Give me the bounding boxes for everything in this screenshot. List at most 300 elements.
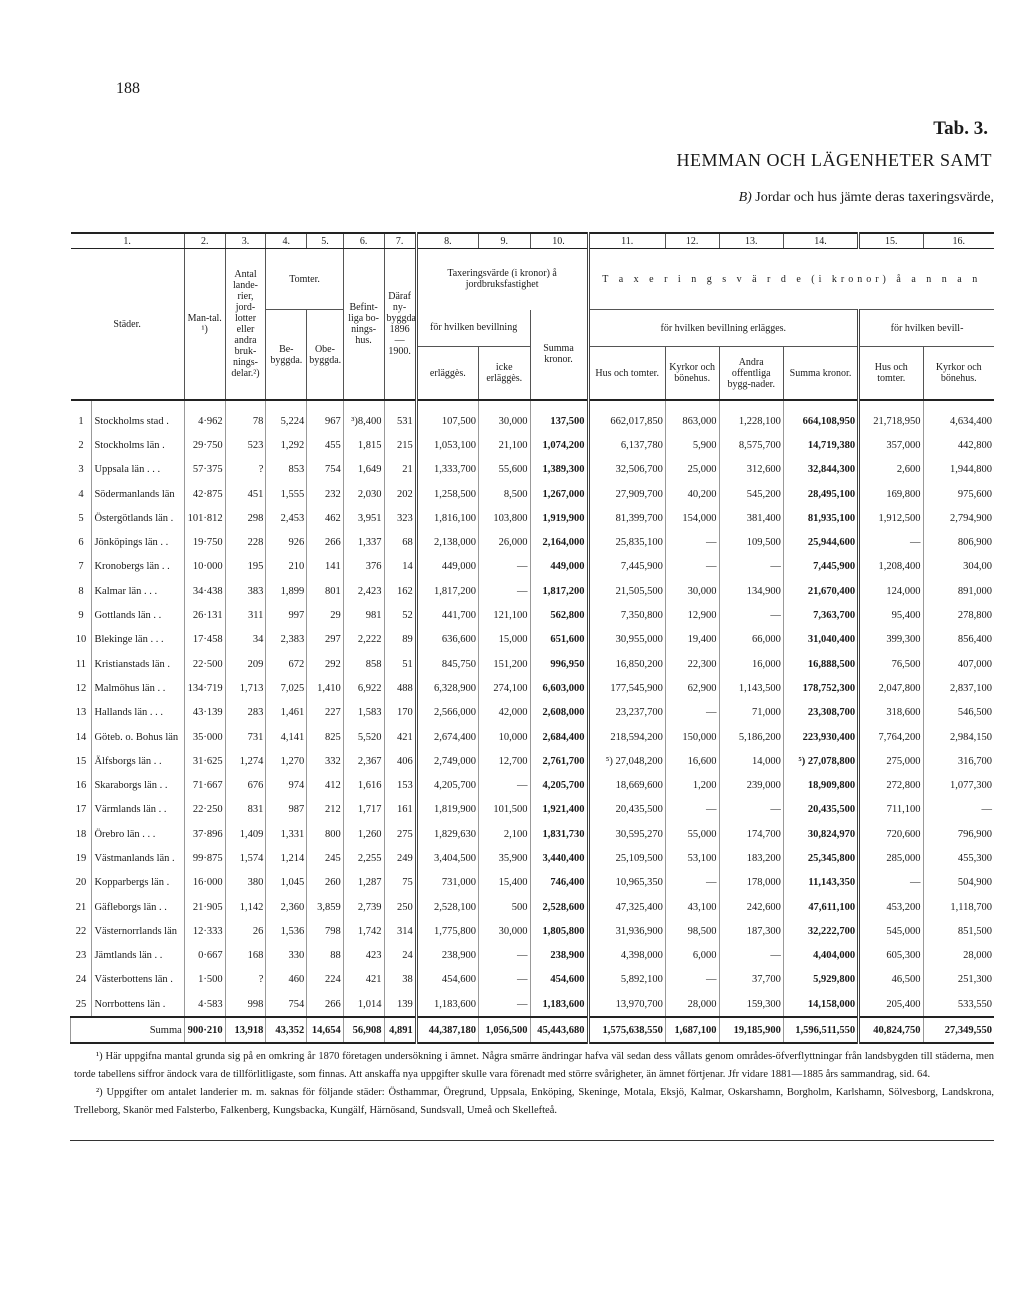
cell-c14: 223,930,400: [783, 725, 858, 749]
cell-c14: 7,363,700: [783, 603, 858, 627]
row-number: 5: [78, 512, 84, 524]
footnote-2: ²) Uppgifter om antalet landerier m. m. saknas för följande städer: Östhammar, Öregrund, Uppsala, Enköping, Skeninge, Motala, Eksjö, Kalmar, Oskarshamn, Borgholm, Karlshamn, Sölvesborg, Landskrona, Trelleborg, Skanör med Falsterbo, Falkenberg, Kungsbacka, Kungälf, Härnösand, Sundsvall, Umeå och Skellefteå.: [74, 1087, 994, 1116]
summa-c16: 27,349,550: [923, 1017, 994, 1043]
cell-c6: 2,739: [343, 895, 384, 919]
cell-c11: ⁵) 27,048,200: [588, 749, 665, 773]
row-number: 23: [75, 950, 87, 962]
cell-c12: 150,000: [665, 725, 719, 749]
cell-c2: 17·458: [184, 628, 225, 652]
table-row: [71, 506, 995, 530]
header-summa-2: Summa kronor.: [783, 347, 858, 401]
cell-c16: 4,634,400: [923, 400, 994, 433]
table-row: [71, 579, 995, 603]
cell-c8: 1,819,900: [416, 798, 478, 822]
cell-c15: 46,500: [859, 968, 923, 992]
cell-c13: 183,200: [719, 846, 783, 870]
summa-label: Summa: [71, 1017, 185, 1043]
cell-c5: 332: [307, 749, 344, 773]
cell-c4: 1,045: [266, 871, 307, 895]
cell-c3: ?: [225, 458, 266, 482]
cell-c4: 2,453: [266, 506, 307, 530]
col-num: 16.: [923, 233, 994, 249]
cell-c13: —: [719, 555, 783, 579]
cell-c6: 2,222: [343, 628, 384, 652]
row-number: 14: [75, 731, 87, 743]
cell-c16: 442,800: [923, 433, 994, 457]
cell-c5: 224: [307, 968, 344, 992]
cell-c5: 455: [307, 433, 344, 457]
cell-c13: 109,500: [719, 530, 783, 554]
summa-c6: 56,908: [343, 1017, 384, 1043]
summa-c8: 44,387,180: [416, 1017, 478, 1043]
cell-c10: 746,400: [530, 871, 588, 895]
cell-c10: 1,389,300: [530, 458, 588, 482]
cell-c5: 801: [307, 579, 344, 603]
cell-c5: 800: [307, 822, 344, 846]
summa-c14: 1,596,511,550: [783, 1017, 858, 1043]
cell-c2: 19·750: [184, 530, 225, 554]
cell-c6: 3,951: [343, 506, 384, 530]
cell-c2: 43·139: [184, 701, 225, 725]
table-row: [71, 628, 995, 652]
row-city: Älfsborgs län . .: [92, 749, 184, 773]
cell-c9: 15,000: [478, 628, 530, 652]
cell-c2: 31·625: [184, 749, 225, 773]
col-num: 1.: [71, 233, 185, 249]
cell-c14: 31,040,400: [783, 628, 858, 652]
cell-c7: 21: [384, 458, 416, 482]
cell-c10: 2,164,000: [530, 530, 588, 554]
cell-c5: 260: [307, 871, 344, 895]
cell-c15: 545,000: [859, 919, 923, 943]
cell-c14: 47,611,100: [783, 895, 858, 919]
cell-c12: —: [665, 530, 719, 554]
cell-c14: 11,143,350: [783, 871, 858, 895]
cell-c4: 1,899: [266, 579, 307, 603]
cell-c12: 16,600: [665, 749, 719, 773]
header-bebyggda: Be-byggda.: [266, 310, 307, 401]
row-number: 13: [75, 707, 87, 719]
table-row: [71, 992, 995, 1017]
cell-c10: 4,205,700: [530, 773, 588, 797]
header-tax-annan-text: T a x e r i n g s v ä r d e (i kronor) å a n n a n: [602, 273, 982, 285]
cell-c10: 1,921,400: [530, 798, 588, 822]
cell-c13: 37,700: [719, 968, 783, 992]
cell-c11: 25,109,500: [588, 846, 665, 870]
cell-c15: 285,000: [859, 846, 923, 870]
row-city: Uppsala län . . .: [92, 458, 184, 482]
table-label: Tab. 3.: [933, 118, 988, 139]
table-row: [71, 798, 995, 822]
cell-c9: —: [478, 555, 530, 579]
cell-c5: 967: [307, 400, 344, 433]
cell-c15: 272,800: [859, 773, 923, 797]
cell-c4: 2,383: [266, 628, 307, 652]
cell-c9: —: [478, 773, 530, 797]
cell-c16: 975,600: [923, 482, 994, 506]
cell-c5: 88: [307, 944, 344, 968]
cell-c11: 30,595,270: [588, 822, 665, 846]
summa-c10: 45,443,680: [530, 1017, 588, 1043]
row-city: Hallands län . . .: [92, 701, 184, 725]
cell-c16: 455,300: [923, 846, 994, 870]
cell-c12: 6,000: [665, 944, 719, 968]
table-row: [71, 701, 995, 725]
cell-c7: 51: [384, 652, 416, 676]
row-city: Örebro län . . .: [92, 822, 184, 846]
cell-c13: —: [719, 944, 783, 968]
cell-c6: 1,815: [343, 433, 384, 457]
cell-c10: 996,950: [530, 652, 588, 676]
cell-c8: 636,600: [416, 628, 478, 652]
col-num: 9.: [478, 233, 530, 249]
cell-c13: 312,600: [719, 458, 783, 482]
cell-c5: 412: [307, 773, 344, 797]
subtitle-letter: B): [738, 190, 752, 205]
cell-c15: 169,800: [859, 482, 923, 506]
cell-c14: 25,345,800: [783, 846, 858, 870]
cell-c5: 754: [307, 458, 344, 482]
cell-c5: 825: [307, 725, 344, 749]
cell-c12: 12,900: [665, 603, 719, 627]
cell-c9: 55,600: [478, 458, 530, 482]
cell-c7: 68: [384, 530, 416, 554]
cell-c6: 6,922: [343, 676, 384, 700]
cell-c2: 35·000: [184, 725, 225, 749]
cell-c5: 212: [307, 798, 344, 822]
cell-c12: —: [665, 871, 719, 895]
cell-c9: 10,000: [478, 725, 530, 749]
cell-c12: —: [665, 555, 719, 579]
cell-c6: 2,030: [343, 482, 384, 506]
row-city: Blekinge län . . .: [92, 628, 184, 652]
cell-c5: 141: [307, 555, 344, 579]
cell-c11: 23,237,700: [588, 701, 665, 725]
cell-c2: 21·905: [184, 895, 225, 919]
cell-c16: 304,00: [923, 555, 994, 579]
row-city: Norrbottens län .: [92, 992, 184, 1017]
cell-c3: 380: [225, 871, 266, 895]
cell-c14: 664,108,950: [783, 400, 858, 433]
cell-c3: 26: [225, 919, 266, 943]
cell-c16: 806,900: [923, 530, 994, 554]
row-city: Stockholms stad .: [92, 400, 184, 433]
cell-c8: 1,258,500: [416, 482, 478, 506]
header-taxvarde: Taxeringsvärde (i kronor) å jordbruksfastighet: [416, 249, 588, 310]
cell-c5: 462: [307, 506, 344, 530]
cell-c11: 25,835,100: [588, 530, 665, 554]
cell-c9: 30,000: [478, 400, 530, 433]
header-erlagges: erläggès.: [416, 347, 478, 401]
row-number: 16: [75, 780, 87, 792]
cell-c9: 35,900: [478, 846, 530, 870]
cell-c3: 283: [225, 701, 266, 725]
cell-c13: 16,000: [719, 652, 783, 676]
cell-c6: 376: [343, 555, 384, 579]
row-number: 4: [78, 488, 84, 500]
cell-c2: 1·500: [184, 968, 225, 992]
cell-c12: 19,400: [665, 628, 719, 652]
col-num: 10.: [530, 233, 588, 249]
cell-c2: 10·000: [184, 555, 225, 579]
cell-c13: 381,400: [719, 506, 783, 530]
header-icke-erlagges: icke erläggès.: [478, 347, 530, 401]
row-city: Jämtlands län . .: [92, 944, 184, 968]
summa-c12: 1,687,100: [665, 1017, 719, 1043]
cell-c14: 32,844,300: [783, 458, 858, 482]
cell-c10: 1,831,730: [530, 822, 588, 846]
cell-c8: 4,205,700: [416, 773, 478, 797]
row-city: Kalmar län . . .: [92, 579, 184, 603]
cell-c8: 1,829,630: [416, 822, 478, 846]
cell-c12: 98,500: [665, 919, 719, 943]
cell-c6: 1,616: [343, 773, 384, 797]
cell-c7: 153: [384, 773, 416, 797]
cell-c15: 21,718,950: [859, 400, 923, 433]
cell-c2: 134·719: [184, 676, 225, 700]
cell-c2: 101·812: [184, 506, 225, 530]
cell-c15: 205,400: [859, 992, 923, 1017]
cell-c16: 407,000: [923, 652, 994, 676]
cell-c10: 6,603,000: [530, 676, 588, 700]
cell-c14: 20,435,500: [783, 798, 858, 822]
row-city: Gottlands län . .: [92, 603, 184, 627]
cell-c9: 151,200: [478, 652, 530, 676]
cell-c12: 5,900: [665, 433, 719, 457]
cell-c4: 853: [266, 458, 307, 482]
cell-c2: 42·875: [184, 482, 225, 506]
cell-c13: 8,575,700: [719, 433, 783, 457]
header-kyrkor: Kyrkor och bönehus.: [665, 347, 719, 401]
cell-c10: 1,919,900: [530, 506, 588, 530]
cell-c2: 99·875: [184, 846, 225, 870]
cell-c7: 406: [384, 749, 416, 773]
cell-c8: 3,404,500: [416, 846, 478, 870]
cell-c15: 453,200: [859, 895, 923, 919]
cell-c13: 242,600: [719, 895, 783, 919]
row-number: 9: [78, 610, 84, 622]
cell-c15: 605,300: [859, 944, 923, 968]
cell-c10: 238,900: [530, 944, 588, 968]
cell-c12: 62,900: [665, 676, 719, 700]
cell-c8: 1,333,700: [416, 458, 478, 482]
page-title: HEMMAN OCH LÄGENHETER SAMT: [676, 150, 992, 170]
row-city: Göteb. o. Bohus län: [92, 725, 184, 749]
cell-c14: 23,308,700: [783, 701, 858, 725]
cell-c3: 676: [225, 773, 266, 797]
cell-c4: 1,270: [266, 749, 307, 773]
cell-c6: 1,649: [343, 458, 384, 482]
cell-c6: 1,287: [343, 871, 384, 895]
row-city: Stockholms län .: [92, 433, 184, 457]
cell-c4: 997: [266, 603, 307, 627]
cell-c2: 12·333: [184, 919, 225, 943]
cell-c2: 37·896: [184, 822, 225, 846]
summa-c9: 1,056,500: [478, 1017, 530, 1043]
cell-c6: 1,583: [343, 701, 384, 725]
header-antal: Antal lande-rier, jord-lotter eller andra bruk-nings-delar.²): [225, 249, 266, 401]
cell-c16: 1,118,700: [923, 895, 994, 919]
cell-c10: 2,761,700: [530, 749, 588, 773]
cell-c15: 76,500: [859, 652, 923, 676]
cell-c13: 239,000: [719, 773, 783, 797]
col-num: 5.: [307, 233, 344, 249]
header-obebyggda: Obe-byggda.: [307, 310, 344, 401]
cell-c3: 1,713: [225, 676, 266, 700]
cell-c8: 1,053,100: [416, 433, 478, 457]
cell-c3: 298: [225, 506, 266, 530]
cell-c9: 274,100: [478, 676, 530, 700]
row-city: Västernorrlands län: [92, 919, 184, 943]
table-row: [71, 652, 995, 676]
cell-c6: 1,337: [343, 530, 384, 554]
cell-c6: 423: [343, 944, 384, 968]
cell-c12: —: [665, 798, 719, 822]
row-number: 1: [78, 415, 84, 427]
cell-c7: 275: [384, 822, 416, 846]
cell-c10: 1,805,800: [530, 919, 588, 943]
cell-c14: 16,888,500: [783, 652, 858, 676]
cell-c13: 66,000: [719, 628, 783, 652]
cell-c4: 7,025: [266, 676, 307, 700]
cell-c16: 278,800: [923, 603, 994, 627]
cell-c12: 40,200: [665, 482, 719, 506]
cell-c11: 662,017,850: [588, 400, 665, 433]
cell-c7: 139: [384, 992, 416, 1017]
cell-c3: 311: [225, 603, 266, 627]
cell-c8: 1,183,600: [416, 992, 478, 1017]
table-row: [71, 773, 995, 797]
cell-c11: 27,909,700: [588, 482, 665, 506]
cell-c9: 500: [478, 895, 530, 919]
subtitle-text: Jordar och hus jämte deras taxeringsvärde,: [755, 190, 994, 205]
cell-c4: 1,292: [266, 433, 307, 457]
cell-c8: 454,600: [416, 968, 478, 992]
cell-c16: 546,500: [923, 701, 994, 725]
cell-c12: 863,000: [665, 400, 719, 433]
cell-c3: 195: [225, 555, 266, 579]
cell-c3: 228: [225, 530, 266, 554]
cell-c11: 81,399,700: [588, 506, 665, 530]
cell-c7: 162: [384, 579, 416, 603]
summa-c13: 19,185,900: [719, 1017, 783, 1043]
summa-c11: 1,575,638,550: [588, 1017, 665, 1043]
cell-c7: 215: [384, 433, 416, 457]
cell-c16: 1,944,800: [923, 458, 994, 482]
cell-c3: 209: [225, 652, 266, 676]
cell-c14: 81,935,100: [783, 506, 858, 530]
cell-c4: 2,360: [266, 895, 307, 919]
cell-c4: 1,536: [266, 919, 307, 943]
cell-c5: 227: [307, 701, 344, 725]
cell-c11: 177,545,900: [588, 676, 665, 700]
cell-c6: 2,367: [343, 749, 384, 773]
cell-c16: —: [923, 798, 994, 822]
header-hus-tomter: Hus och tomter.: [588, 347, 665, 401]
header-for-hvilken-erlagges: för hvilken bevillning erlägges.: [588, 310, 859, 347]
col-num: 11.: [588, 233, 665, 249]
cell-c11: 13,970,700: [588, 992, 665, 1017]
cell-c8: 1,816,100: [416, 506, 478, 530]
cell-c9: 103,800: [478, 506, 530, 530]
header-summa: Summa kronor.: [530, 310, 588, 401]
cell-c12: 28,000: [665, 992, 719, 1017]
cell-c16: 856,400: [923, 628, 994, 652]
row-number: 2: [78, 439, 84, 451]
cell-c7: 14: [384, 555, 416, 579]
cell-c2: 57·375: [184, 458, 225, 482]
cell-c12: 22,300: [665, 652, 719, 676]
cell-c16: 251,300: [923, 968, 994, 992]
cell-c11: 16,850,200: [588, 652, 665, 676]
row-number: 6: [78, 537, 84, 549]
cell-c9: 121,100: [478, 603, 530, 627]
cell-c2: 22·250: [184, 798, 225, 822]
cell-c4: 1,461: [266, 701, 307, 725]
cell-c3: 1,274: [225, 749, 266, 773]
cell-c9: —: [478, 944, 530, 968]
footnotes: [74, 1048, 994, 1120]
cell-c13: 174,700: [719, 822, 783, 846]
header-tax-annan: [588, 249, 994, 310]
cell-c10: 1,817,200: [530, 579, 588, 603]
cell-c8: 441,700: [416, 603, 478, 627]
cell-c12: —: [665, 968, 719, 992]
cell-c15: —: [859, 871, 923, 895]
cell-c10: 2,684,400: [530, 725, 588, 749]
cell-c16: 851,500: [923, 919, 994, 943]
cell-c15: 2,047,800: [859, 676, 923, 700]
cell-c15: 1,912,500: [859, 506, 923, 530]
summa-c4: 43,352: [266, 1017, 307, 1043]
cell-c12: 30,000: [665, 579, 719, 603]
row-number: 24: [75, 974, 87, 986]
cell-c14: 5,929,800: [783, 968, 858, 992]
cell-c14: 25,944,600: [783, 530, 858, 554]
cell-c9: 101,500: [478, 798, 530, 822]
cell-c16: 1,077,300: [923, 773, 994, 797]
row-number: 17: [75, 804, 87, 816]
cell-c7: 323: [384, 506, 416, 530]
cell-c11: 218,594,200: [588, 725, 665, 749]
cell-c7: 421: [384, 725, 416, 749]
cell-c8: 449,000: [416, 555, 478, 579]
cell-c3: 1,142: [225, 895, 266, 919]
cell-c9: 12,700: [478, 749, 530, 773]
row-number: 8: [78, 585, 84, 597]
cell-c14: 21,670,400: [783, 579, 858, 603]
col-num: 15.: [859, 233, 923, 249]
cell-c8: 845,750: [416, 652, 478, 676]
table-row: [71, 749, 995, 773]
table-row: [71, 822, 995, 846]
cell-c12: 55,000: [665, 822, 719, 846]
cell-c6: ³)8,400: [343, 400, 384, 433]
row-number: 22: [75, 925, 87, 937]
header-for-hvilken-bevill: för hvilken bevill-: [859, 310, 994, 347]
cell-c4: 987: [266, 798, 307, 822]
subtitle: [739, 190, 994, 206]
row-city: Skaraborgs län . .: [92, 773, 184, 797]
cell-c7: 488: [384, 676, 416, 700]
header-hus-tomter-2: Hus och tomter.: [859, 347, 923, 401]
cell-c12: 154,000: [665, 506, 719, 530]
header-tomter: Tomter.: [266, 249, 343, 310]
cell-c15: 95,400: [859, 603, 923, 627]
row-city: Västmanlands län .: [92, 846, 184, 870]
cell-c12: 43,100: [665, 895, 719, 919]
row-city: Kronobergs län . .: [92, 555, 184, 579]
